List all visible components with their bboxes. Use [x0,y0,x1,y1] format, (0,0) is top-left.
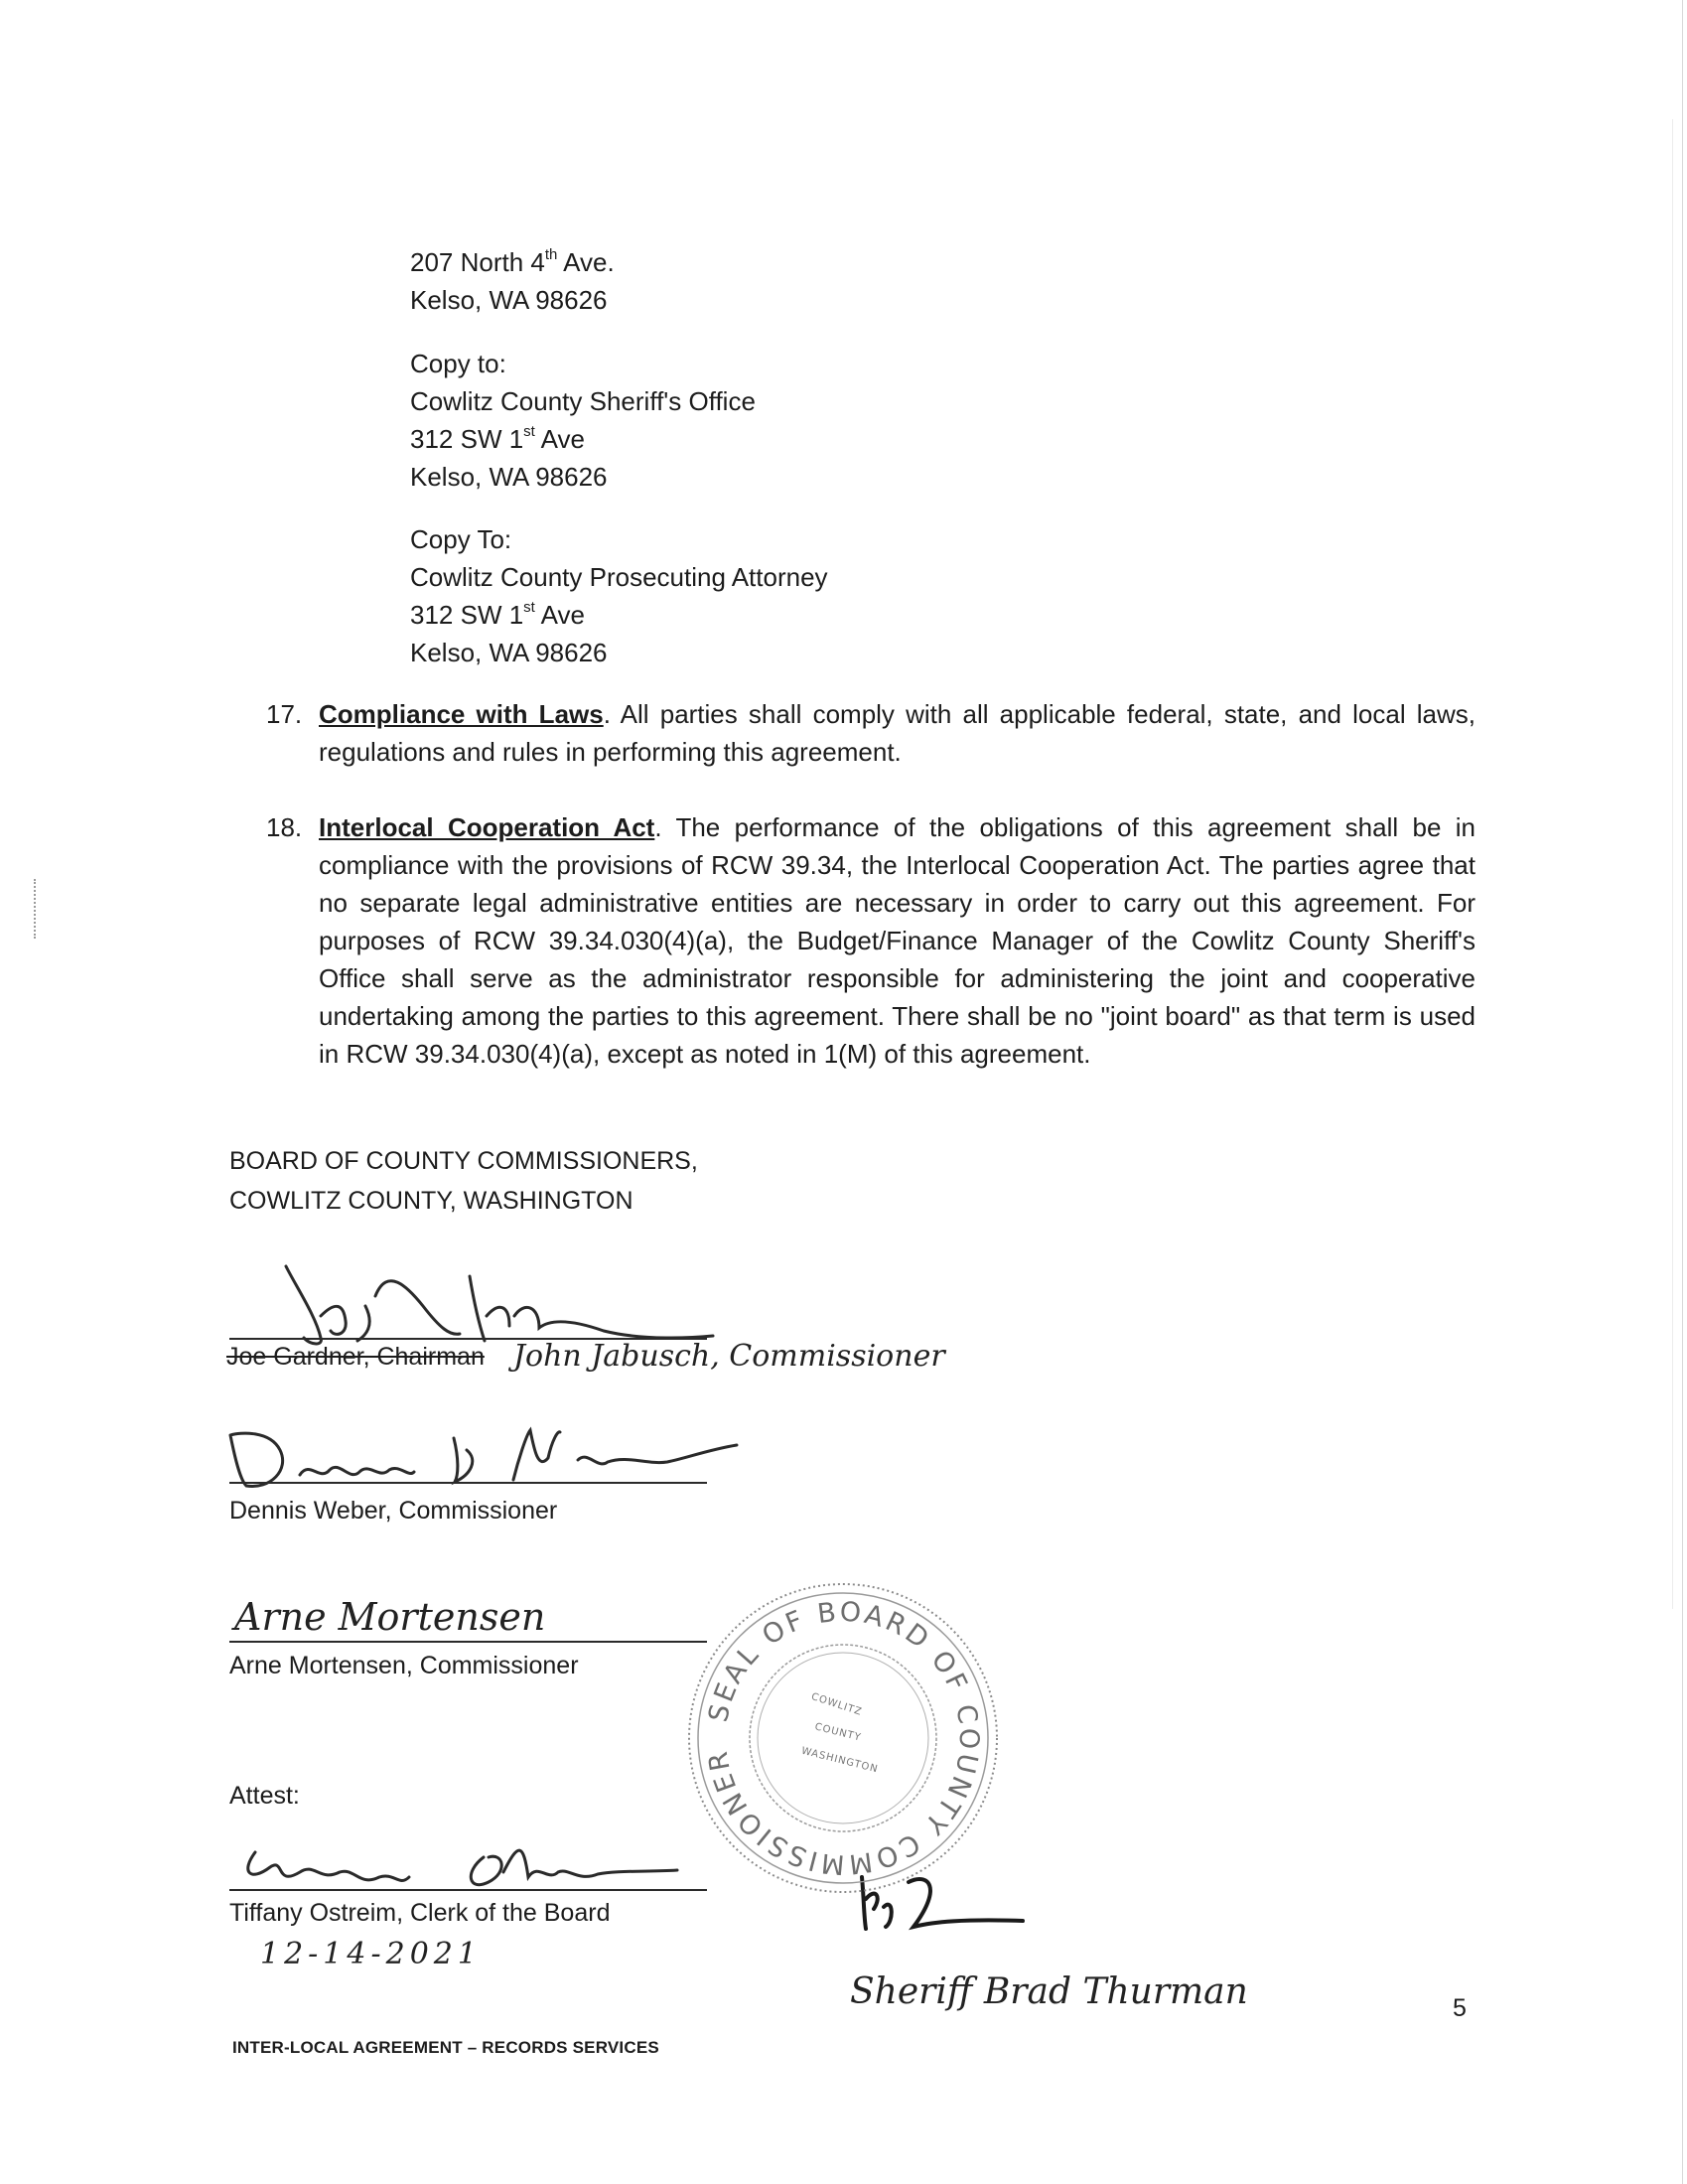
clause-number: 18. [266,812,303,842]
address-line: Kelso, WA 98626 [410,462,608,492]
handwritten-date: 12-14-2021 [260,1937,482,1971]
binding-marks [34,879,39,939]
seal-ring-text: SEAL OF BOARD OF COUNTY COMMISSIONER [702,1596,985,1880]
clerk-printed-name: Tiffany Ostreim, Clerk of the Board [229,1899,611,1927]
handwritten-signature-3: Arne Mortensen [234,1595,546,1639]
clause-heading: Compliance with Laws [319,699,604,729]
address-line: Kelso, WA 98626 [410,638,608,667]
address-line: 207 North 4th Ave. [410,246,615,277]
address-line: Kelso, WA 98626 [410,285,608,315]
signature-line [229,1482,707,1484]
clause-18 [266,808,1476,1073]
county-seal [683,1578,1003,1898]
clause-body [319,808,1476,1073]
scan-edge-line [1682,0,1683,2184]
signature-line [229,1641,707,1643]
copy-to-heading: Copy To: [410,524,512,554]
clause-text: . The performance of the obligations of this agreement shall be in compliance with the provisions of RCW 39.34, the Interlocal Cooperation Act. The parties agree that no separate legal administrative entities are necessary in order to carry out this agreement. For purposes of RCW 39.34.030(4)(a), the Budget/Finance Manager of the Cowlitz County Sheriff's Office shall serve as the administrator responsible for administering the joint and cooperative undertaking among the parties to this agreement. There shall be no "joint board" as that term is used in RCW 39.34.030(4)(a), except as noted in 1(M) of this agreement. [319,812,1476,1069]
clause-body [319,695,1476,771]
board-line: BOARD OF COUNTY COMMISSIONERS, [229,1147,698,1175]
printed-name: Arne Mortensen, Commissioner [229,1652,579,1679]
clause-number: 17. [266,699,303,729]
attest-label: Attest: [229,1782,300,1810]
scan-edge-line [1672,119,1673,1609]
copy-to-heading: Copy to: [410,349,506,378]
address-block [410,243,615,319]
signature-line [229,1889,707,1891]
clause-17 [266,695,1476,771]
page-number: 5 [1453,1994,1467,2022]
seal-center-text: COWLITZ [809,1691,864,1718]
sheriff-handwritten-name: Sheriff Brad Thurman [850,1971,1248,2012]
clause-heading: Interlocal Cooperation Act [319,812,655,842]
address-line: Cowlitz County Sheriff's Office [410,386,756,416]
handwritten-name: John Jabusch, Commissioner [513,1339,945,1374]
seal-center-text: COUNTY [813,1721,863,1744]
board-heading [229,1141,698,1221]
address-line: 312 SW 1st Ave [410,599,585,630]
clerk-signature [230,1832,707,1902]
address-line: Cowlitz County Prosecuting Attorney [410,562,828,592]
clause-text: . All parties shall comply with all applicable federal, state, and local laws, regulations and rules in performing this agreement. [319,699,1476,767]
printed-name: Dennis Weber, Commissioner [229,1497,558,1525]
copy-to-prosecutor-block [410,520,828,671]
commissioner-signature-2 [211,1420,767,1500]
seal-center-text: WASHINGTON [799,1745,880,1776]
struck-printed-name: Joe Gardner, Chairman [226,1343,485,1371]
board-line: COWLITZ COUNTY, WASHINGTON [229,1187,633,1215]
document-footer: INTER-LOCAL AGREEMENT – RECORDS SERVICES [232,2038,659,2057]
address-line: 312 SW 1st Ave [410,423,585,454]
copy-to-sheriff-block [410,345,756,496]
